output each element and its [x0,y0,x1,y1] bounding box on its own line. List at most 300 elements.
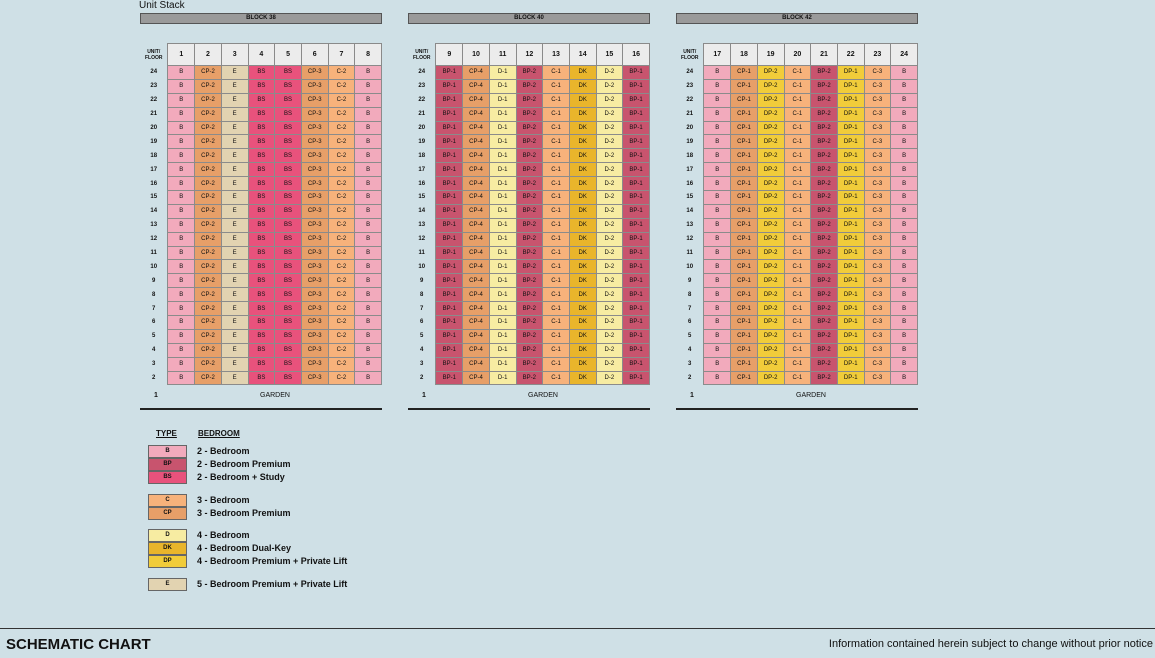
unit-type-cell: CP-1 [731,191,758,205]
unit-type-cell: BS [248,79,275,93]
unit-type-cell: B [355,357,382,371]
floor-row [408,232,650,246]
floor-row [408,135,650,149]
unit-type-cell: C-2 [328,329,355,343]
unit-type-cell: BP-1 [623,316,650,330]
unit-type-cell: E [221,149,248,163]
unit-type-cell: C-3 [864,163,891,177]
unit-type-cell: CP-3 [301,260,328,274]
unit-type-cell: CP-4 [463,274,490,288]
unit-stack-table [140,43,382,385]
unit-type-cell: BP-2 [811,371,838,385]
unit-type-cell: DP-2 [757,260,784,274]
unit-type-cell: B [355,316,382,330]
unit-type-cell: DP-2 [757,191,784,205]
unit-type-cell: B [891,121,918,135]
unit-type-cell: B [168,288,195,302]
unit-number-header: 15 [596,44,623,66]
unit-type-cell: CP-1 [731,107,758,121]
unit-type-cell: B [704,79,731,93]
floor-row [408,218,650,232]
unit-type-cell: DP-2 [757,288,784,302]
unit-type-cell: BS [248,204,275,218]
unit-type-cell: B [891,177,918,191]
floor-row [676,163,918,177]
unit-type-cell: BS [275,163,302,177]
unit-type-cell: B [355,191,382,205]
unit-type-cell: C-1 [784,246,811,260]
unit-number-header: 19 [757,44,784,66]
unit-type-cell: C-1 [543,316,570,330]
floor-row [408,191,650,205]
unit-type-cell: C-1 [784,316,811,330]
floor-number: 16 [418,180,426,187]
unit-floor-header [140,44,168,66]
legend-bedroom-header: BEDROOM [198,429,240,438]
unit-type-cell: BS [275,343,302,357]
unit-type-cell: C-1 [784,93,811,107]
unit-type-cell: B [355,135,382,149]
unit-type-cell: C-1 [784,79,811,93]
unit-type-cell: DP-2 [757,343,784,357]
unit-type-cell: B [891,357,918,371]
floor-row [140,329,382,343]
garden-label: GARDEN [260,392,290,400]
unit-type-cell: D-2 [596,357,623,371]
unit-type-cell: BP-2 [811,79,838,93]
floor-number: 3 [152,361,156,368]
floor-number: 7 [420,305,424,312]
unit-type-cell: BS [275,121,302,135]
unit-type-cell: BP-1 [436,177,463,191]
unit-type-cell: BP-2 [516,93,543,107]
unit-type-cell: B [168,121,195,135]
unit-type-cell: BP-1 [623,218,650,232]
unit-floor-header-line1: UNIT/ [415,48,429,55]
unit-number-header: 22 [837,44,864,66]
unit-type-cell: CP-2 [195,218,222,232]
unit-type-cell: D-2 [596,246,623,260]
unit-type-cell: CP-1 [731,121,758,135]
unit-type-cell: BP-2 [516,232,543,246]
unit-type-cell: DK [569,260,596,274]
unit-type-cell: C-1 [784,232,811,246]
unit-type-cell: BP-2 [811,329,838,343]
floor-row [676,121,918,135]
unit-type-cell: C-2 [328,316,355,330]
unit-type-cell: BS [248,163,275,177]
unit-type-cell: BP-2 [516,79,543,93]
legend-group [148,578,408,591]
unit-type-cell: DP-1 [837,246,864,260]
unit-type-cell: BP-1 [623,329,650,343]
unit-type-cell: BP-1 [436,316,463,330]
floor-row [408,329,650,343]
unit-type-cell: E [221,246,248,260]
floor-row [408,343,650,357]
unit-type-cell: DP-2 [757,121,784,135]
floor-row [676,66,918,80]
unit-type-cell: CP-4 [463,218,490,232]
unit-type-cell: BS [248,371,275,385]
floor-number: 2 [420,375,424,382]
unit-type-cell: C-3 [864,343,891,357]
legend-item [148,458,408,471]
unit-type-cell: B [891,316,918,330]
unit-type-cell: BP-2 [516,191,543,205]
unit-type-cell: BS [275,371,302,385]
unit-type-cell: B [891,232,918,246]
unit-type-cell: CP-1 [731,177,758,191]
unit-type-cell: CP-2 [195,149,222,163]
unit-type-cell: DK [569,246,596,260]
unit-type-cell: B [168,260,195,274]
floor-number: 16 [150,180,158,187]
unit-type-cell: CP-4 [463,79,490,93]
unit-type-cell: C-2 [328,218,355,232]
unit-type-cell: DP-2 [757,163,784,177]
unit-type-cell: DP-1 [837,107,864,121]
unit-type-cell: BP-1 [623,149,650,163]
floor-row [408,107,650,121]
floor-number: 6 [688,319,692,326]
floor-number: 20 [418,125,426,131]
unit-type-cell: BP-2 [811,302,838,316]
unit-type-cell: D-1 [489,135,516,149]
unit-type-cell: DP-1 [837,288,864,302]
unit-type-cell: D-1 [489,371,516,385]
floor-number: 10 [150,263,158,270]
unit-type-cell: E [221,191,248,205]
unit-type-cell: C-3 [864,260,891,274]
unit-type-cell: C-2 [328,163,355,177]
floor-number: 8 [420,291,424,298]
unit-type-cell: E [221,177,248,191]
floor-number: 8 [152,291,156,298]
unit-type-cell: BP-1 [623,66,650,80]
unit-floor-header [676,44,704,66]
unit-type-cell: B [355,93,382,107]
unit-type-cell: BS [248,302,275,316]
unit-type-cell: CP-2 [195,121,222,135]
unit-number-header: 2 [195,44,222,66]
unit-type-cell: BS [275,191,302,205]
unit-type-cell: BP-2 [811,149,838,163]
unit-type-cell: C-1 [784,288,811,302]
unit-floor-header [408,44,436,66]
unit-type-cell: BS [275,79,302,93]
floor-row [408,316,650,330]
floor-row [408,371,650,385]
block-0 [140,13,382,410]
floor-number: 14 [150,208,158,215]
unit-type-cell: B [355,343,382,357]
unit-type-cell: BP-2 [516,107,543,121]
floor-row [676,191,918,205]
unit-type-cell: D-2 [596,288,623,302]
unit-type-cell: DP-2 [757,107,784,121]
unit-type-cell: BS [275,232,302,246]
unit-type-cell: B [891,66,918,80]
unit-type-cell: C-1 [784,218,811,232]
unit-type-cell: B [168,79,195,93]
unit-type-cell: B [168,107,195,121]
unit-type-cell: BP-2 [811,357,838,371]
legend-swatch: BS [148,471,187,484]
unit-type-cell: CP-4 [463,246,490,260]
floor-number: 15 [418,194,426,201]
unit-type-cell: BS [248,66,275,80]
legend-item [148,529,408,542]
unit-type-cell: BS [275,274,302,288]
floor-number: 18 [150,152,158,159]
unit-type-cell: D-2 [596,66,623,80]
legend-swatch: D [148,529,187,542]
unit-type-cell: BP-2 [811,260,838,274]
unit-type-cell: CP-1 [731,371,758,385]
floor-number: 22 [418,97,426,104]
floor-number: 13 [418,222,426,229]
unit-type-cell: B [704,66,731,80]
floor-row [676,107,918,121]
unit-type-cell: B [891,246,918,260]
legend-label: 4 - Bedroom [197,529,250,540]
unit-type-cell: B [704,302,731,316]
block-title: BLOCK 42 [676,13,918,24]
unit-type-cell: CP-1 [731,316,758,330]
unit-type-cell: CP-3 [301,121,328,135]
legend-item [148,445,408,458]
unit-type-cell: C-2 [328,107,355,121]
unit-type-cell: C-3 [864,177,891,191]
unit-type-cell: C-1 [543,204,570,218]
unit-type-cell: DK [569,107,596,121]
floor-row [408,121,650,135]
unit-type-cell: BP-1 [436,288,463,302]
floor-number: 7 [688,305,692,312]
unit-type-cell: D-1 [489,343,516,357]
footer-disclaimer: Information contained herein subject to change without prior notice [828,638,1153,650]
unit-type-cell: CP-2 [195,135,222,149]
unit-type-cell: CP-2 [195,274,222,288]
unit-type-cell: CP-3 [301,66,328,80]
unit-type-cell: D-1 [489,302,516,316]
unit-type-cell: B [168,371,195,385]
unit-type-cell: D-2 [596,343,623,357]
unit-type-cell: CP-2 [195,343,222,357]
unit-type-cell: CP-1 [731,163,758,177]
unit-type-cell: C-3 [864,93,891,107]
unit-type-cell: DP-1 [837,204,864,218]
unit-type-cell: B [891,204,918,218]
unit-type-cell: BP-2 [811,204,838,218]
unit-type-cell: BP-2 [811,246,838,260]
unit-type-cell: BP-1 [623,163,650,177]
unit-type-cell: CP-1 [731,232,758,246]
unit-type-cell: E [221,163,248,177]
unit-type-cell: C-3 [864,107,891,121]
unit-type-cell: B [891,302,918,316]
floor-row [140,163,382,177]
unit-type-cell: D-1 [489,357,516,371]
unit-type-cell: DK [569,371,596,385]
floor-number: 5 [152,333,156,340]
unit-type-cell: BS [248,357,275,371]
floor-number: 6 [420,319,424,326]
unit-type-cell: C-3 [864,274,891,288]
unit-type-cell: BP-2 [516,302,543,316]
unit-type-cell: BS [248,121,275,135]
floor-number: 22 [686,97,694,104]
unit-type-cell: C-1 [784,302,811,316]
unit-type-cell: D-2 [596,135,623,149]
unit-type-cell: C-2 [328,302,355,316]
unit-type-cell: D-2 [596,149,623,163]
unit-number-header: 17 [704,44,731,66]
legend-type-header: TYPE [156,429,177,438]
unit-type-cell: DK [569,288,596,302]
block-title: BLOCK 40 [408,13,650,24]
unit-type-cell: C-3 [864,246,891,260]
unit-type-cell: CP-2 [195,107,222,121]
unit-type-cell: D-2 [596,121,623,135]
unit-type-cell: B [168,204,195,218]
unit-type-cell: CP-2 [195,204,222,218]
unit-type-cell: C-1 [543,246,570,260]
legend-label: 4 - Bedroom Dual-Key [197,543,292,554]
unit-type-cell: C-1 [784,177,811,191]
unit-type-cell: DP-2 [757,357,784,371]
block-title: BLOCK 38 [140,13,382,24]
unit-type-cell: C-1 [784,107,811,121]
unit-type-cell: CP-3 [301,79,328,93]
unit-type-cell: BP-2 [516,371,543,385]
legend-group [148,529,408,569]
unit-type-cell: DK [569,357,596,371]
floor-row [140,343,382,357]
unit-type-cell: CP-2 [195,357,222,371]
unit-type-cell: BP-2 [516,135,543,149]
unit-type-cell: CP-3 [301,288,328,302]
unit-type-cell: BP-1 [623,79,650,93]
unit-type-cell: B [168,93,195,107]
unit-type-cell: DK [569,302,596,316]
ground-floor-number: 1 [154,392,158,400]
unit-type-cell: CP-2 [195,316,222,330]
unit-type-cell: B [355,149,382,163]
unit-type-cell: DP-1 [837,232,864,246]
unit-type-cell: DK [569,121,596,135]
unit-type-cell: E [221,260,248,274]
floor-number: 14 [686,208,694,215]
unit-type-cell: B [704,316,731,330]
unit-type-cell: C-3 [864,79,891,93]
unit-type-cell: CP-3 [301,107,328,121]
unit-type-cell: B [355,163,382,177]
floor-row [140,316,382,330]
floor-row [140,149,382,163]
block-1 [408,13,650,410]
ground-floor-number: 1 [690,392,694,400]
unit-type-cell: C-3 [864,371,891,385]
unit-number-header: 14 [569,44,596,66]
unit-type-cell: CP-1 [731,218,758,232]
unit-type-cell: CP-1 [731,246,758,260]
unit-type-cell: DP-1 [837,218,864,232]
unit-type-cell: E [221,316,248,330]
unit-type-cell: BS [248,191,275,205]
unit-type-cell: BP-1 [623,177,650,191]
page-heading: Unit Stack [139,0,185,11]
legend-item [148,507,408,520]
floor-row [140,204,382,218]
unit-type-cell: B [891,107,918,121]
unit-type-cell: D-1 [489,316,516,330]
floor-row [408,149,650,163]
unit-type-cell: BP-2 [516,218,543,232]
unit-type-cell: DP-1 [837,177,864,191]
unit-type-cell: B [168,343,195,357]
unit-type-cell: BS [248,316,275,330]
unit-type-cell: BP-1 [436,121,463,135]
unit-type-cell: BP-1 [436,79,463,93]
floor-row [140,107,382,121]
floor-number: 17 [418,166,426,173]
unit-type-cell: CP-3 [301,93,328,107]
unit-type-cell: CP-1 [731,204,758,218]
unit-type-cell: BP-1 [623,343,650,357]
unit-number-header: 8 [355,44,382,66]
unit-floor-header-line2: FLOOR [412,54,431,61]
unit-type-cell: D-2 [596,274,623,288]
legend-item [148,471,408,484]
legend-item [148,494,408,507]
unit-type-cell: CP-2 [195,232,222,246]
unit-type-cell: B [168,329,195,343]
unit-type-cell: B [355,177,382,191]
unit-type-cell: BP-1 [436,329,463,343]
legend-item [148,542,408,555]
unit-type-cell: C-3 [864,191,891,205]
unit-type-cell: CP-1 [731,93,758,107]
unit-type-cell: CP-1 [731,274,758,288]
footer-divider [0,628,1155,629]
unit-floor-header-line2: FLOOR [680,54,699,61]
unit-type-cell: CP-4 [463,343,490,357]
floor-row [140,218,382,232]
floor-number: 24 [686,69,694,76]
unit-type-cell: CP-2 [195,191,222,205]
unit-type-cell: DP-1 [837,329,864,343]
floor-number: 8 [688,291,692,298]
unit-type-cell: BP-2 [516,357,543,371]
legend-label: 5 - Bedroom Premium + Private Lift [197,578,348,589]
unit-type-cell: B [704,121,731,135]
floor-number: 23 [150,83,158,90]
unit-type-cell: C-1 [543,177,570,191]
unit-type-cell: C-2 [328,149,355,163]
unit-type-cell: E [221,357,248,371]
unit-type-cell: DK [569,149,596,163]
legend-label: 2 - Bedroom + Study [197,472,285,483]
unit-type-cell: DP-1 [837,135,864,149]
unit-type-cell: BP-2 [516,149,543,163]
legend-groups [148,445,408,591]
unit-type-cell: BS [248,149,275,163]
unit-type-cell: DK [569,66,596,80]
unit-number-header: 3 [221,44,248,66]
unit-type-cell: BP-2 [516,329,543,343]
